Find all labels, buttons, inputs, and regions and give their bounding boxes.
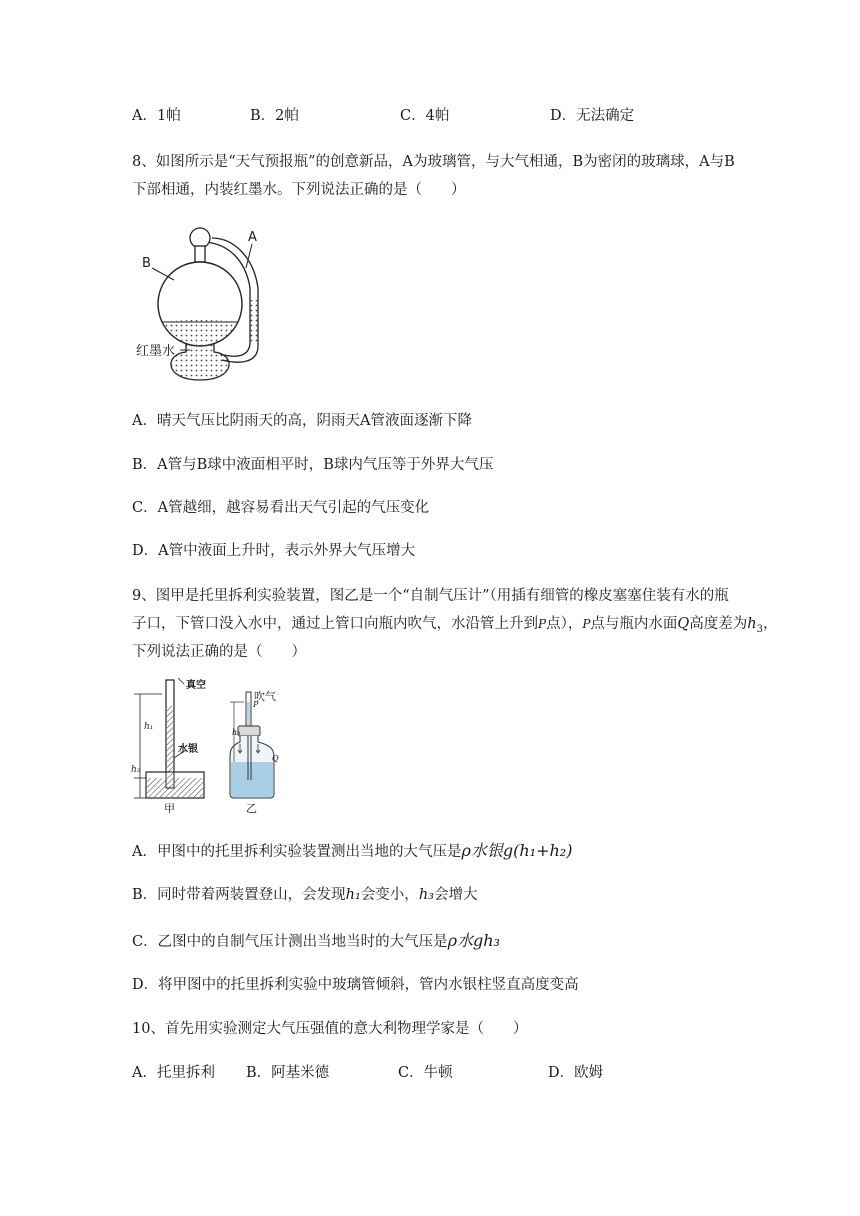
q10-option-d: D．欧姆 — [548, 1065, 604, 1081]
q9-label-q: Q — [272, 754, 279, 763]
q9-label-blow: 吹气 — [254, 690, 276, 703]
q9-option-b: B．同时带着两装置登山，会发现h₁会变小，h₃会增大 — [132, 887, 478, 903]
q9-label-h3: h₃ — [232, 728, 241, 737]
q8-figure-label-b: B — [142, 256, 151, 271]
q9-label-p: P — [253, 700, 259, 709]
q8-option-c: C．A管越细，越容易看出天气引起的气压变化 — [132, 500, 430, 516]
q9-label-yi: 乙 — [246, 802, 257, 815]
q10-stem: 10、首先用实验测定大气压强值的意大利物理学家是（ ） — [132, 1021, 528, 1037]
q9-option-c: C．乙图中的自制气压计测出当地当时的大气压是ρ水gh₃ — [132, 931, 500, 950]
q7-option-d: D．无法确定 — [550, 108, 635, 124]
q9-label-h1: h₁ — [144, 722, 154, 732]
q9-label-jia: 甲 — [164, 802, 175, 815]
q8-option-a: A．晴天气压比阴雨天的高，阴雨天A管液面逐渐下降 — [132, 413, 472, 429]
q7-option-b: B．2帕 — [250, 108, 299, 124]
q10-option-a: A．托里拆利 — [132, 1065, 215, 1081]
q9-label-h2: h₂ — [131, 765, 141, 775]
q9-label-mercury: 水银 — [178, 744, 198, 755]
q9-stem-line2: 子口，下管口没入水中，通过上管口向瓶内吹气，水沿管上升到P点），P点与瓶内水面Q高度差为$h_3$， — [132, 616, 778, 635]
q9-option-a: A．甲图中的托里拆利实验装置测出当地的大气压是ρ水银g(h₁+h₂) — [132, 841, 573, 860]
q9-stem-line1: 9、图甲是托里拆利实验装置，图乙是一个“自制气压计”（用插有细管的橡皮塞塞住装有水的瓶 — [132, 588, 729, 604]
q9-label-vacuum: 真空 — [186, 680, 206, 691]
q8-stem-line2: 下部相通，内装红墨水。下列说法正确的是（ ） — [132, 182, 466, 198]
q8-option-b: B．A管与B球中液面相平时，B球内气压等于外界大气压 — [132, 457, 494, 473]
q7-option-a: A．1帕 — [132, 108, 181, 124]
q10-option-c: C．牛顿 — [398, 1065, 453, 1081]
q7-option-c: C．4帕 — [400, 108, 450, 124]
q8-stem-line1: 8、如图所示是“天气预报瓶”的创意新品，A为玻璃管，与大气相通，B为密闭的玻璃球，A与B — [132, 154, 735, 170]
q8-option-d: D．A管中液面上升时，表示外界大气压增大 — [132, 543, 416, 559]
q8-figure-label-a: A — [248, 230, 257, 245]
q8-figure-label-ink: 红墨水 — [136, 344, 176, 359]
q10-option-b: B．阿基米德 — [246, 1065, 330, 1081]
q9-stem-line3: 下列说法正确的是（ ） — [132, 644, 306, 660]
q9-option-d: D．将甲图中的托里拆利实验中玻璃管倾斜，管内水银柱竖直高度变高 — [132, 977, 579, 993]
q9-torricelli-figure — [128, 676, 218, 806]
